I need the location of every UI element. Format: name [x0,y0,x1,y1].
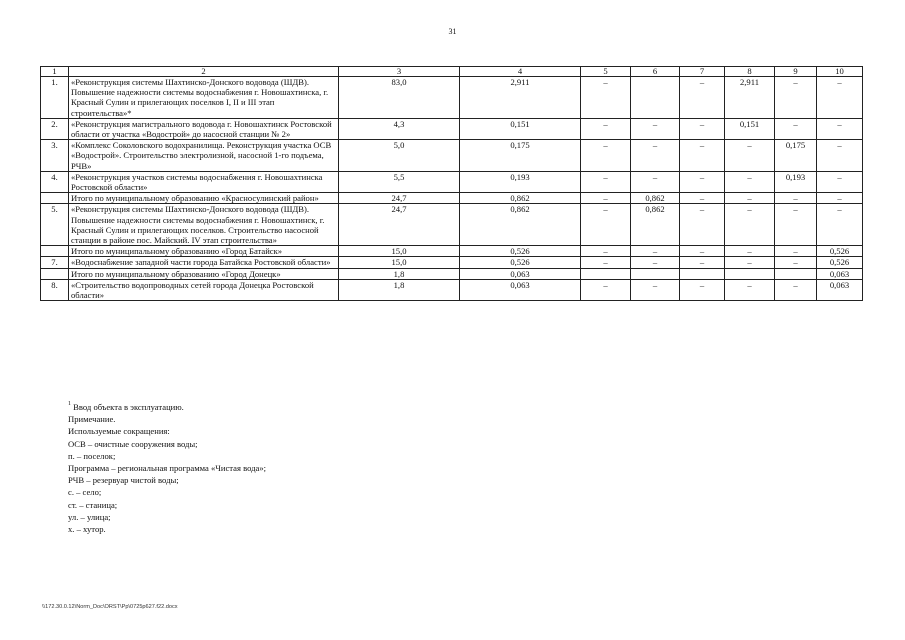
year-cell [775,268,817,279]
year-cell: – [680,140,725,172]
year-cell: – [775,204,817,246]
year-cell: – [680,171,725,192]
year-cell: – [581,140,631,172]
row-name-cell: «Реконструкция магистрального водовода г. Новошахтинск Ростовской области от участка «Водострой» до насосной станции № 2» [69,118,339,139]
year-cell: – [817,118,863,139]
year-cell: – [725,204,775,246]
abbreviation-item: ул. – улица; [68,511,111,522]
subtotal-row [41,268,863,279]
year-cell: – [581,77,631,119]
header-cell: 5 [581,67,631,77]
footnote-text: Ввод объекта в эксплуатацию. [73,402,184,412]
year-cell: – [581,171,631,192]
year-cell [725,268,775,279]
note-heading: Примечание. [68,414,116,425]
year-cell: – [680,246,725,257]
table-row [41,204,863,246]
row-name-cell: «Реконструкция системы Шахтинско-Донского водовода (ШДВ). Повышение надежности системы водоснабжения г. Новошахтинска, г. Красный Сулин и прилегающих поселков I, II и III этап строительства»* [69,77,339,119]
area-cell: 15,0 [339,257,460,268]
value-cell: 0,526 [460,257,581,268]
year-cell: – [680,193,725,204]
year-cell: – [725,246,775,257]
value-cell: 0,862 [460,193,581,204]
row-number-cell: 2. [41,118,69,139]
row-number-cell [41,246,69,257]
year-cell: – [680,118,725,139]
year-cell: – [581,204,631,246]
value-cell: 0,175 [460,140,581,172]
year-cell: – [817,171,863,192]
year-cell [631,77,680,119]
value-cell: 0,063 [460,268,581,279]
year-cell: 0,063 [817,268,863,279]
year-cell: – [581,118,631,139]
year-cell: – [631,257,680,268]
header-cell: 3 [339,67,460,77]
row-number-cell: 3. [41,140,69,172]
footnote-commissioning [68,401,266,413]
year-cell: 0,862 [631,204,680,246]
year-cell: – [680,204,725,246]
value-cell: 2,911 [460,77,581,119]
year-cell: – [775,257,817,268]
year-cell: – [775,246,817,257]
year-cell: – [725,140,775,172]
row-number-cell: 8. [41,279,69,300]
abbreviation-item: Программа – региональная программа «Чистая вода»; [68,463,267,474]
area-cell: 1,8 [339,268,460,279]
row-number-cell: 1. [41,77,69,119]
year-cell: – [775,193,817,204]
header-cell: 8 [725,67,775,77]
area-cell: 24,7 [339,204,460,246]
row-name-cell: «Реконструкция участков системы водоснабжения г. Новошахтинска Ростовской области» [69,171,339,192]
value-cell: 0,151 [460,118,581,139]
year-cell: – [775,118,817,139]
abbreviation-item: ст. – станица; [68,499,118,510]
row-name-cell: Итого по муниципальному образованию «Город Донецк» [69,268,339,279]
year-cell: – [581,257,631,268]
table-row [41,257,863,268]
header-cell: 1 [41,67,69,77]
year-cell: – [817,193,863,204]
header-cell: 4 [460,67,581,77]
row-name-cell: «Реконструкция системы Шахтинско-Донского водовода (ШДВ). Повышение надежности системы водоснабжения г. Новошахтинск, г. Красный Сулин и прилегающих поселков. Строительство насосной станции в районе пос. Майский. IV этап строительства» [69,204,339,246]
year-cell: 0,151 [725,118,775,139]
year-cell [581,268,631,279]
footnotes [68,401,266,535]
year-cell: – [631,279,680,300]
year-cell: 0,526 [817,246,863,257]
year-cell [631,268,680,279]
area-cell: 4,3 [339,118,460,139]
row-name-cell: «Водоснабжение западной части города Батайска Ростовской области» [69,257,339,268]
subtotal-row [41,193,863,204]
year-cell: – [725,171,775,192]
year-cell: 0,175 [775,140,817,172]
row-name-cell: Итого по муниципальному образованию «Город Батайск» [69,246,339,257]
area-cell: 24,7 [339,193,460,204]
year-cell: 0,526 [817,257,863,268]
abbreviation-item: п. – поселок; [68,450,116,461]
row-number-cell: 4. [41,171,69,192]
abbreviations-heading: Используемые сокращения: [68,426,170,437]
file-path: \\172.30.0.12\Norm_Doc\ORST\Pp\0725p627.f22.docx [42,604,178,610]
value-cell: 0,862 [460,204,581,246]
area-cell: 83,0 [339,77,460,119]
area-cell: 5,0 [339,140,460,172]
header-cell: 2 [69,67,339,77]
row-name-cell: «Комплекс Соколовского водохранилища. Реконструкция участка ОСВ «Водострой». Строительство электролизной, насосной 1-го подъема, РЧВ» [69,140,339,172]
table-row [41,171,863,192]
year-cell: – [725,279,775,300]
value-cell: 0,063 [460,279,581,300]
abbreviation-item: х. – хутор. [68,524,106,535]
abbreviation-item: ОСВ – очистные сооружения воды; [68,438,198,449]
year-cell: 2,911 [725,77,775,119]
year-cell: – [817,140,863,172]
header-cell: 9 [775,67,817,77]
row-number-cell [41,268,69,279]
year-cell: – [680,257,725,268]
value-cell: 0,193 [460,171,581,192]
row-name-cell: «Строительство водопроводных сетей города Донецка Ростовской области» [69,279,339,300]
area-cell: 1,8 [339,279,460,300]
page-number: 31 [448,27,457,36]
year-cell: – [775,279,817,300]
year-cell: 0,862 [631,193,680,204]
year-cell: – [775,77,817,119]
abbreviation-item: с. – село; [68,487,102,498]
year-cell: 0,193 [775,171,817,192]
year-cell: – [631,140,680,172]
year-cell: – [725,257,775,268]
subtotal-row [41,246,863,257]
year-cell: – [817,204,863,246]
value-cell: 0,526 [460,246,581,257]
year-cell: – [725,193,775,204]
year-cell: – [631,118,680,139]
area-cell: 15,0 [339,246,460,257]
area-cell: 5,5 [339,171,460,192]
year-cell: – [631,246,680,257]
data-table [40,66,863,301]
year-cell: – [631,171,680,192]
year-cell: – [581,279,631,300]
table-row [41,140,863,172]
abbreviation-item: РЧВ – резервуар чистой воды; [68,475,179,486]
table-row [41,77,863,119]
table-row [41,279,863,300]
header-cell: 10 [817,67,863,77]
year-cell [680,268,725,279]
year-cell: – [817,77,863,119]
table-row [41,118,863,139]
header-row [41,67,863,77]
row-number-cell: 5. [41,204,69,246]
row-name-cell: Итого по муниципальному образованию «Красносулинский район» [69,193,339,204]
footnote-marker: 1 [68,401,71,407]
row-number-cell: 7. [41,257,69,268]
year-cell: – [581,246,631,257]
row-number-cell [41,193,69,204]
header-cell: 7 [680,67,725,77]
year-cell: 0,063 [817,279,863,300]
year-cell: – [581,193,631,204]
year-cell: – [680,77,725,119]
header-cell: 6 [631,67,680,77]
year-cell: – [680,279,725,300]
